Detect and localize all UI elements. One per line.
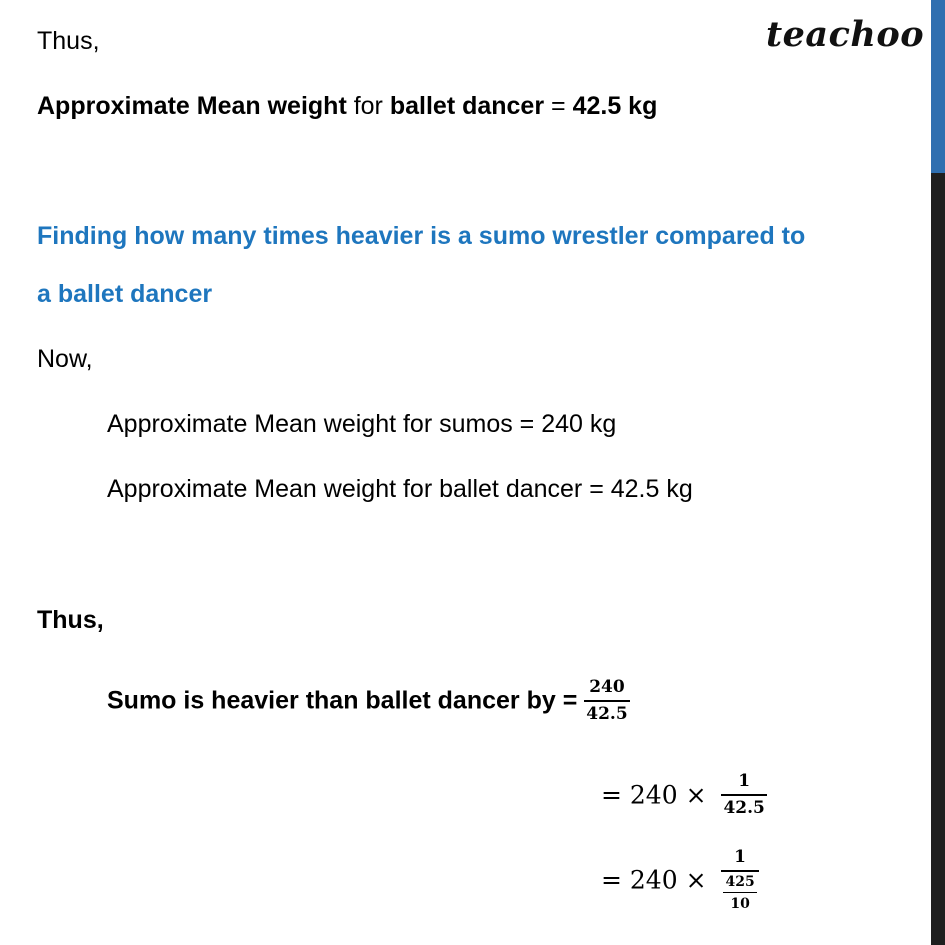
thus-label-1: Thus, [37, 27, 100, 55]
ballet-mean-part-2: for [346, 92, 390, 120]
fraction-1-over-42-5 [721, 772, 766, 818]
ballet-mean-part-3: ballet dancer [389, 92, 545, 120]
fraction-1-over-425-over-10 [721, 848, 758, 912]
inner-fraction-425-over-10 [723, 874, 756, 912]
inner-fraction-numerator: 425 [725, 873, 755, 890]
ballet-mean-part-4: = [544, 92, 573, 120]
section-heading-line-1: Finding how many times heavier is a sumo wrestler compared to [37, 222, 806, 250]
times-symbol: × [685, 865, 707, 895]
scrollbar-thumb[interactable] [931, 0, 945, 173]
fraction-numerator: 1 [738, 771, 751, 791]
step-2-prefix: = 240 [601, 780, 686, 810]
step-nested-fraction [601, 848, 759, 912]
section-heading-line-2: a ballet dancer [37, 280, 213, 308]
ballet-mean-part-1: Approximate Mean weight [37, 92, 347, 120]
fraction-numerator: 1 [734, 847, 746, 867]
ballet-mean-result [37, 94, 657, 119]
times-symbol: × [685, 780, 707, 810]
ballet-mean-weight: Approximate Mean weight for ballet dancer = 42.5 kg [107, 475, 693, 503]
fraction-numerator: 240 [589, 677, 625, 697]
fraction-240-over-42-5 [584, 678, 629, 724]
heavier-by-expression [107, 678, 630, 724]
ballet-mean-part-5: 42.5 kg [572, 92, 658, 120]
inner-fraction-denominator: 10 [723, 892, 756, 912]
heavier-by-text: Sumo is heavier than ballet dancer by = [107, 686, 585, 715]
step-3-prefix: = 240 [601, 865, 686, 895]
thus-label-2: Thus, [37, 606, 104, 634]
fraction-denominator [721, 870, 758, 912]
teachoo-logo: teachoo [766, 14, 925, 55]
step-multiply-reciprocal [601, 772, 767, 818]
fraction-denominator: 42.5 [584, 700, 629, 725]
now-label: Now, [37, 345, 93, 373]
sumo-mean-weight: Approximate Mean weight for sumos = 240 kg [107, 410, 617, 438]
fraction-denominator: 42.5 [721, 794, 766, 819]
